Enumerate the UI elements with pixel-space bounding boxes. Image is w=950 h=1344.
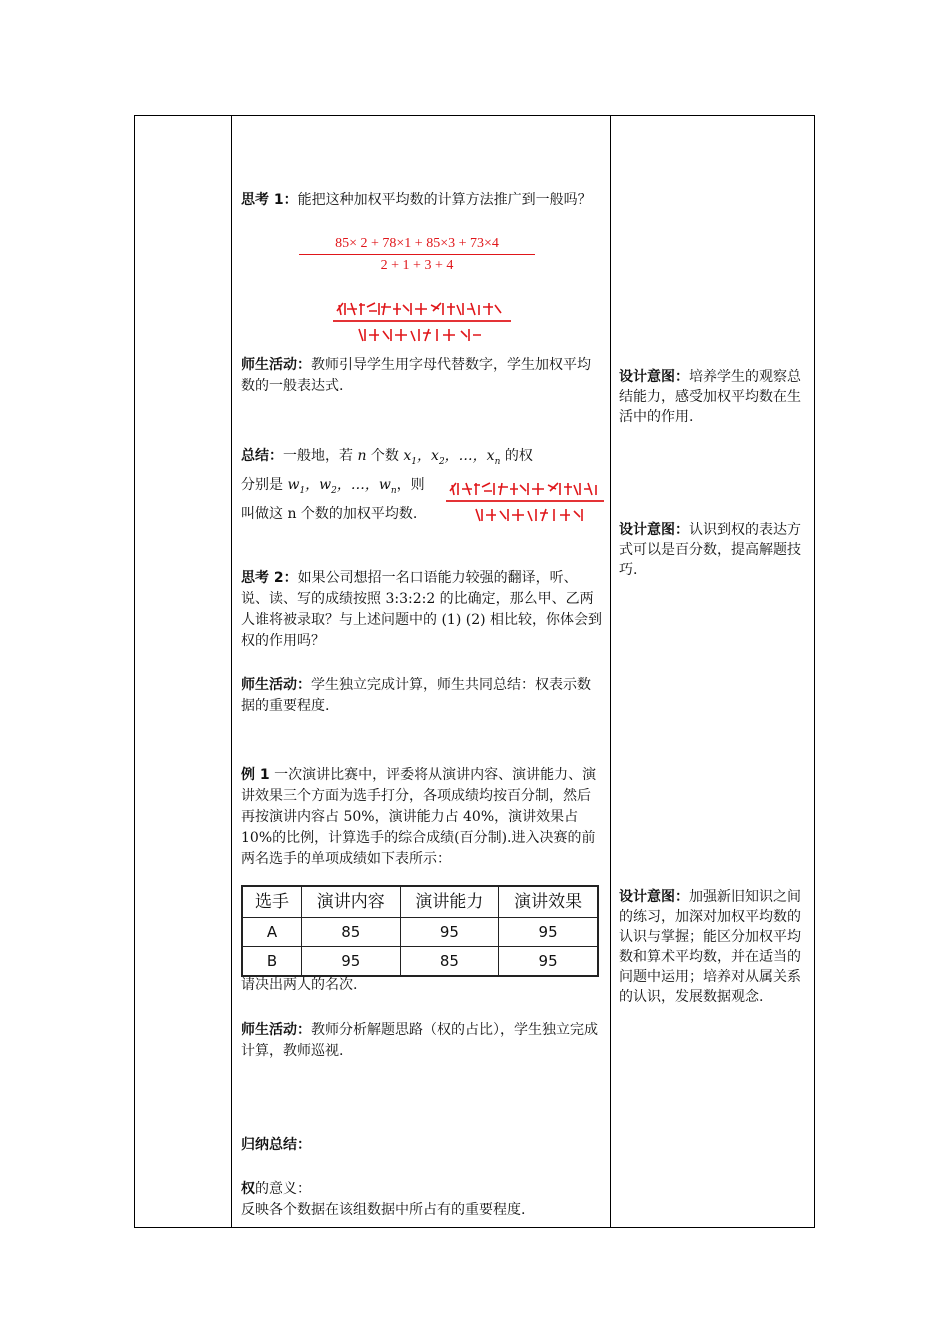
- table-cell: 85: [302, 918, 401, 947]
- table-header-cell: 演讲效果: [499, 886, 598, 918]
- table-cell: 95: [302, 947, 401, 977]
- activity-2-text: 学生独立完成计算，师生共同总结：权表示数据的重要程度.: [241, 677, 591, 714]
- score-table: [241, 885, 599, 977]
- design-intent-1: [619, 367, 807, 427]
- activity-3-text: 教师分析解题思路（权的占比），学生独立完成计算，教师巡视.: [241, 1022, 598, 1059]
- general-formula-image-2: [446, 481, 604, 527]
- side-column: [619, 115, 809, 1225]
- fraction-bar: [299, 254, 535, 255]
- table-header-cell: 演讲能力: [400, 886, 499, 918]
- table-row: [242, 918, 598, 947]
- table-cell: 95: [499, 918, 598, 947]
- design-intent-text: 加强新旧知识之间的练习，加深对加权平均数的认识与掌握；能区分加权平均数和算术平均数，并在适当的问题中运用；培养对从属关系的认识，发展数据观念.: [619, 889, 801, 1005]
- formula-denominator: 2 + 1 + 3 + 4: [380, 258, 454, 273]
- question: 请决出两人的名次.: [241, 977, 358, 993]
- design-intent-2: [619, 520, 807, 580]
- activity-1-label: 师生活动：: [241, 357, 311, 373]
- x-variables: $x_1$，$x_2$，…，$x_n$: [403, 448, 501, 467]
- summary-line-3: 叫做这 n 个数的加权平均数.: [241, 505, 418, 522]
- main-column: [241, 115, 603, 1225]
- example-1: [241, 765, 603, 870]
- design-intent-label: 设计意图：: [619, 889, 689, 905]
- conclusion: [241, 1179, 603, 1221]
- summary-line-2: 分别是 $w_1$，$w_2$，…，$w_n$，则: [241, 476, 425, 496]
- think-2-label: 思考 2：: [241, 570, 298, 586]
- activity-3-label: 师生活动：: [241, 1022, 311, 1038]
- weighted-average-formula: [299, 235, 535, 274]
- table-header-cell: 演讲内容: [302, 886, 401, 918]
- summary-label: 总结：: [241, 448, 283, 464]
- think-2-text: 如果公司想招一名口语能力较强的翻译，听、说、读、写的成绩按照 3:3:2:2 的比确定，那么甲、乙两人谁将被录取？与上述问题中的 (1) (2) 相比较，你体会到权的作用吗？: [241, 570, 603, 649]
- table-cell: 95: [400, 918, 499, 947]
- design-intent-label: 设计意图：: [619, 522, 689, 538]
- think-2: [241, 568, 603, 652]
- weight-meaning-title: 权的意义：: [241, 1181, 311, 1197]
- table-cell: 85: [400, 947, 499, 977]
- table-cell: 95: [499, 947, 598, 977]
- w-variables: $w_1$，$w_2$，…，$w_n$: [287, 476, 397, 496]
- table-header-cell: 选手: [242, 886, 302, 918]
- table-cell: B: [242, 947, 302, 977]
- design-intent-text: 培养学生的观察总结能力，感受加权平均数在生活中的作用.: [619, 369, 801, 425]
- activity-2-label: 师生活动：: [241, 677, 311, 693]
- example-1-text: 一次演讲比赛中，评委将从演讲内容、演讲能力、演讲效果三个方面为选手打分，各项成绩均按百分制，然后再按演讲内容占 50%，演讲能力占 40%，演讲效果占 10%的比例，计算选手的综合成绩(百分制).进入决赛的前两名选手的单项成绩如下表所示：: [241, 767, 597, 867]
- think-1: [241, 190, 603, 211]
- example-1-label: 例 1: [241, 767, 270, 783]
- design-intent-3: [619, 887, 807, 1007]
- activity-1-text: 教师引导学生用字母代替数字，学生加权平均数的一般表达式.: [241, 357, 591, 394]
- column-divider-right: [610, 115, 611, 1228]
- table-cell: A: [242, 918, 302, 947]
- activity-3: [241, 1020, 603, 1062]
- table-row: [242, 947, 598, 977]
- activity-1: [241, 355, 603, 397]
- formula-numerator: 85× 2 + 78×1 + 85×3 + 73×4: [335, 236, 499, 251]
- column-divider-left: [231, 115, 232, 1228]
- general-formula-image: [333, 299, 511, 347]
- think-1-label: 思考 1：: [241, 192, 298, 208]
- summary-line-1: 总结：一般地，若 n 个数 $x_1$，$x_2$，…，$x_n$ 的权: [241, 448, 533, 467]
- design-intent-label: 设计意图：: [619, 369, 689, 385]
- design-intent-text: 认识到权的表达方式可以是百分数，提高解题技巧.: [619, 522, 801, 578]
- conclusion-heading: 归纳总结：: [241, 1137, 311, 1153]
- weight-meaning-text: 反映各个数据在该组数据中所占有的重要程度.: [241, 1202, 526, 1218]
- think-1-text: 能把这种加权平均数的计算方法推广到一般吗？: [297, 192, 592, 208]
- activity-2: [241, 675, 603, 717]
- table-header-row: [242, 886, 598, 918]
